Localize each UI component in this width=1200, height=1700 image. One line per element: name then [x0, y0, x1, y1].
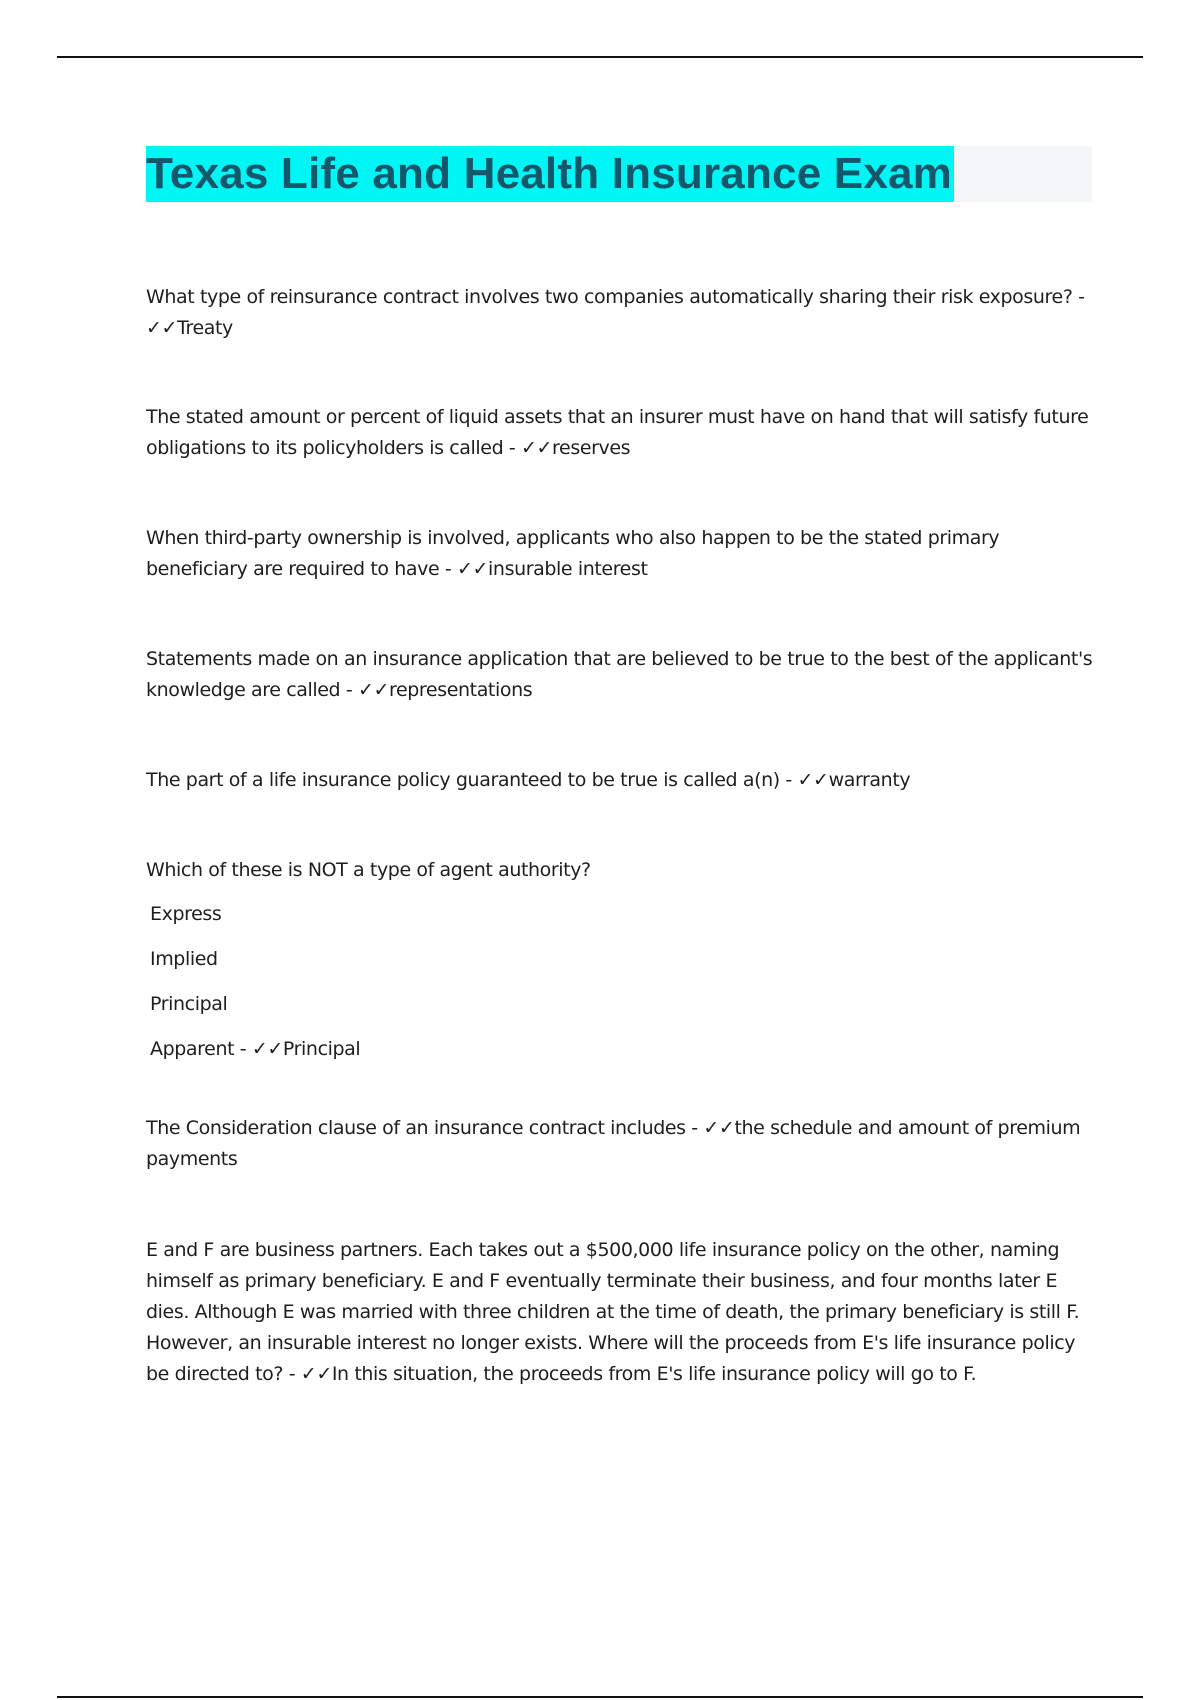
document-body [146, 146, 1096, 1390]
question-text: The stated amount or percent of liquid assets that an insurer must have on hand that will satisfy future obligations to its policyholders is called - [146, 406, 1089, 459]
title-block [146, 146, 1096, 202]
qa-item [146, 765, 1096, 796]
check-icon: ✓✓ [797, 769, 829, 791]
answer-text: Treaty [177, 317, 233, 339]
option-list [146, 899, 1096, 1065]
answer-text: warranty [828, 769, 911, 791]
check-icon: ✓✓ [300, 1363, 332, 1385]
qa-item [146, 402, 1096, 464]
question-text: The Consideration clause of an insurance contract includes - [146, 1117, 698, 1139]
option-text: Apparent - [150, 1038, 247, 1060]
check-icon: ✓✓ [457, 558, 489, 580]
answer-text: Principal [282, 1038, 361, 1060]
qa-item [146, 1235, 1096, 1390]
option-item: Express [150, 903, 222, 925]
option-item-with-answer [150, 1034, 1096, 1065]
answer-text: insurable interest [488, 558, 648, 580]
option-item: Implied [150, 948, 218, 970]
answer-text: representations [388, 679, 533, 701]
option-item: Principal [150, 993, 228, 1015]
bottom-rule [57, 1696, 1143, 1698]
check-icon: ✓✓ [251, 1038, 283, 1060]
question-text: Statements made on an insurance application that are believed to be true to the best of the applicant's knowledge are called - [146, 648, 1093, 701]
qa-item [146, 644, 1096, 706]
question-text: When third-party ownership is involved, applicants who also happen to be the stated primary beneficiary are required to have - [146, 527, 1000, 580]
check-icon: ✓✓ [146, 317, 178, 339]
qa-item [146, 855, 1096, 1065]
check-icon: ✓✓ [703, 1117, 735, 1139]
check-icon: ✓✓ [357, 679, 389, 701]
qa-item [146, 523, 1096, 585]
question-text: The part of a life insurance policy guaranteed to be true is called a(n) - [146, 769, 792, 791]
question-text: E and F are business partners. Each takes out a $500,000 life insurance policy on the other, naming himself as primary beneficiary. E and F eventually terminate their business, and four months later E dies. Although E was married with three children at the time of death, the primary beneficiary is still F. However, an insurable interest no longer exists. Where will the proceeds from E's life insurance policy be directed to? - [146, 1239, 1080, 1385]
page-title: Texas Life and Health Insurance Exam [146, 146, 954, 202]
question-text: Which of these is NOT a type of agent authority? [146, 859, 591, 881]
question-text: What type of reinsurance contract involves two companies automatically sharing their risk exposure? - [146, 286, 1085, 308]
top-rule [57, 56, 1143, 58]
qa-item [146, 1113, 1096, 1175]
answer-text: reserves [552, 437, 631, 459]
answer-text: the schedule and amount of premium payments [146, 1117, 1081, 1170]
qa-item [146, 282, 1096, 344]
answer-text: In this situation, the proceeds from E's life insurance policy will go to F. [331, 1363, 977, 1385]
check-icon: ✓✓ [521, 437, 553, 459]
